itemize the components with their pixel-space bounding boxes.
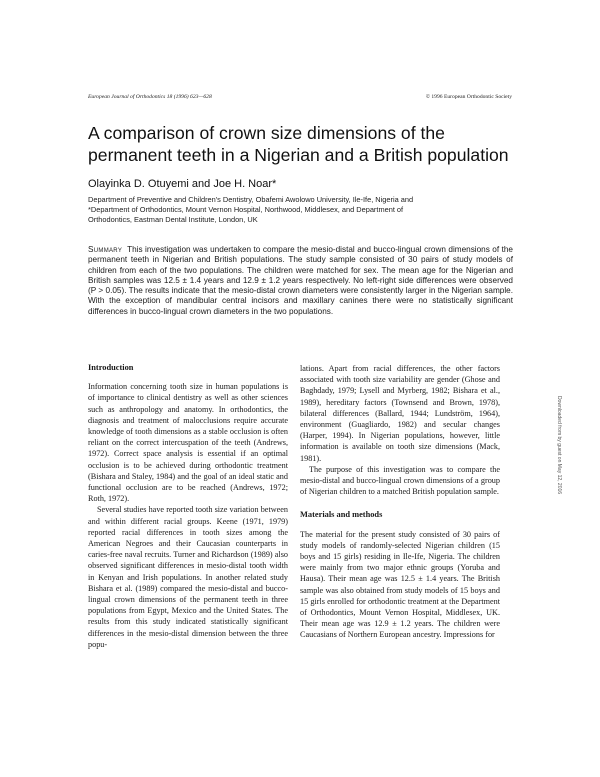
section-heading-methods: Materials and methods [300,510,383,520]
body-column-right [300,363,500,641]
download-note-text: Downloaded from by guest on May 12, 2016 [556,395,562,495]
article-title: A comparison of crown size dimensions of the permanent teeth in a Nigerian and a British population [88,123,509,165]
copyright-notice: © 1996 European Orthodontic Society [425,94,512,100]
author-affiliations [88,195,508,225]
abstract-label: Summary [88,245,123,254]
affiliation-line: Orthodontics, Eastman Dental Institute, London, UK [88,215,258,224]
body-paragraph: Several studies have reported tooth size variation between and within different racial groups. Keene (1971, 1979) reported racial differences in tooth sizes among the American Negroes and their Caucasian counterparts in caries-free naval recruits. Turner and Richardson (1989) also observed significant differences in mesio-distal tooth width in Kenyan and Irish populations. In another related study Bishara et al. (1989) compared the mesio-distal and bucco-lingual crown dimensions of the permanent teeth in three populations from Egypt, Mexico and the United States. The results from this study indicated statistically significant differences in the mesio-distal dimension between the three popu- [88,505,288,649]
article-authors: Olayinka D. Otuyemi and Joe H. Noar* [88,178,277,190]
affiliation-line: *Department of Orthodontics, Mount Vernon Hospital, Northwood, Middlesex, and Department of [88,205,404,214]
abstract-text: This investigation was undertaken to compare the mesio-distal and bucco-lingual crown dimensions of the permanent teeth in Nigerian and British populations. The study sample consisted of 30 pairs of study models of children from each of the two populations. The children were matched for sex. The mean age for the Nigerian and British samples was 12.5 ± 1.4 years and 12.9 ± 1.2 years respectively. No left-right side differences were observed (P > 0.05). The results indicate that the mesio-distal crown diameters were consistently larger in the Nigerian sample. With the exception of mandibular central incisors and maxillary canines there were no statistically significant differences in bucco-lingual crown diameters in the two populations. [88,245,513,316]
abstract [88,245,513,317]
affiliation-line: Department of Preventive and Children's Dentistry, Obafemi Awolowo University, Ile-Ife, Nigeria and [88,195,414,204]
body-paragraph: lations. Apart from racial differences, the other factors associated with tooth size variability are gender (Ghose and Baghdady, 1979; Lysell and Myrberg, 1982; Bishara et al., 1989), hereditary factors (Townsend and Brown, 1978), bilateral differences (Ballard, 1944; Lundström, 1964), environment (Guagliardo, 1982) and secular changes (Harper, 1994). In Nigerian populations, however, little information is available on tooth size dimensions (Mack, 1981). [300,364,500,463]
running-head [88,94,512,104]
body-paragraph: The material for the present study consisted of 30 pairs of study models of randomly-selected Nigerian children (15 boys and 15 girls) residing in Ile-Ife, Nigeria. The children were mainly from two major ethnic groups (Yoruba and Hausa). Their mean age was 12.5 ± 1.4 years. The British sample was also obtained from study models of 15 boys and 15 girls enrolled for orthodontic treatment at the Department of Orthodontics, Mount Vernon Hospital, Middlesex, UK. Their mean age was 12.9 ± 1.2 years. The children were Caucasians of Northern European ancestry. Impressions for [300,529,500,640]
body-paragraph: Information concerning tooth size in human populations is of importance to clinical dentistry as well as other sciences such as anthropology and anatomy. In orthodontics, the diagnosis and treatment of malocclusions require accurate knowledge of tooth dimensions as a stable occlusion is often reliant on the correct intercuspation of the teeth (Andrews, 1972). Correct space analysis is essential if an optimal occlusion is to be achieved during orthodontic treatment (Bishara and Staley, 1984) and the goal of an ideal static and functional occlusion are to be reached (Andrews, 1972; Roth, 1972). [88,382,288,504]
download-margin-note [552,372,562,522]
section-heading-introduction: Introduction [88,363,134,372]
body-column-left [88,362,288,650]
journal-citation: European Journal of Orthodontics 18 (1996) 623—628 [88,94,212,100]
body-paragraph: The purpose of this investigation was to compare the mesio-distal and bucco-lingual crown dimensions of a group of Nigerian children to a matched British population sample. [300,464,500,497]
